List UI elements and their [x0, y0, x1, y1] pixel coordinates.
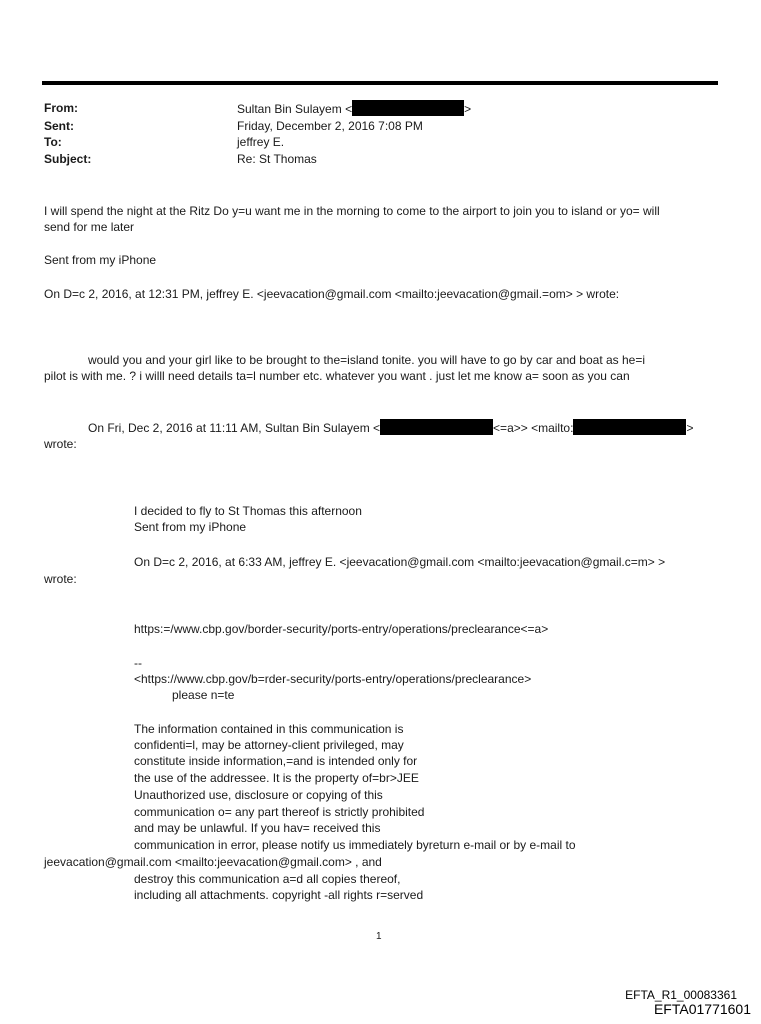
message-line: I decided to fly to St Thomas this afternoon: [134, 504, 362, 518]
disclaimer-line: and may be unlawful. If you hav= received this: [134, 821, 381, 835]
quote-header: On D=c 2, 2016, at 12:31 PM, jeffrey E. <jeevacation@gmail.com <mailto:jeevacation@gmail.=om> > wrote:: [44, 287, 620, 301]
to-value: jeffrey E.: [237, 135, 285, 149]
disclaimer-line: The information contained in this communication is: [134, 722, 404, 736]
bates-number-1: EFTA_R1_00083361: [625, 988, 737, 1002]
disclaimer-line: jeevacation@gmail.com <mailto:jeevacation@gmail.com> , and: [44, 855, 382, 869]
signature-line: Sent from my iPhone: [44, 253, 157, 267]
message-line: send for me later: [44, 220, 135, 234]
header-rule: [42, 81, 718, 85]
disclaimer-line: Unauthorized use, disclosure or copying of this: [134, 788, 383, 802]
quote-header-text: >: [686, 421, 694, 435]
subject-label: Subject:: [44, 152, 92, 166]
from-label: From:: [44, 101, 78, 115]
disclaimer-line: communication in error, please notify us immediately byreturn e-mail or by e-mail to: [134, 838, 576, 852]
bates-number-2: EFTA01771601: [653, 1001, 751, 1017]
disclaimer-line: confidenti=l, may be attorney-client privileged, may: [134, 738, 404, 752]
disclaimer-line: communication o= any part thereof is strictly prohibited: [134, 805, 425, 819]
signature-line: Sent from my iPhone: [134, 520, 247, 534]
message-line: would you and your girl like to be brought to the=island tonite. you will have to go by car and boat as he=i: [88, 353, 646, 367]
sent-value: Friday, December 2, 2016 7:08 PM: [237, 119, 423, 133]
to-label: To:: [44, 135, 62, 149]
from-name: Sultan Bin Sulayem: [237, 102, 342, 116]
disclaimer-line: constitute inside information,=and is intended only for: [134, 754, 418, 768]
redaction-box: [573, 419, 686, 435]
link-text: <https://www.cbp.gov/b=rder-security/ports-entry/operations/preclearance>: [134, 672, 532, 686]
disclaimer-line: destroy this communication a=d all copies thereof,: [134, 872, 401, 886]
disclaimer-line: including all attachments. copyright -all rights r=served: [134, 888, 424, 902]
message-line: pilot is with me. ? i willl need details ta=l number etc. whatever you want . just let me know a= soon as you can: [44, 369, 630, 383]
separator-dashes: --: [134, 656, 142, 670]
quote-header: [88, 419, 693, 436]
from-open-bracket: <: [345, 102, 353, 116]
quote-header-text: On Fri, Dec 2, 2016 at 11:11 AM, Sultan Bin Sulayem <: [88, 421, 381, 435]
from-close-bracket: >: [464, 102, 472, 116]
note-text: please n=te: [172, 688, 235, 702]
quote-header-text: <=a>> <mailto:: [493, 421, 574, 435]
link-text: https:=/www.cbp.gov/border-security/ports-entry/operations/preclearance<=a>: [134, 622, 549, 636]
sent-label: Sent:: [44, 119, 74, 133]
message-line: I will spend the night at the Ritz Do y=u want me in the morning to come to the airport to join you to island or yo= will: [44, 204, 660, 218]
page-number: 1: [376, 931, 382, 942]
redaction-box: [380, 419, 493, 435]
from-value: [237, 100, 471, 117]
redaction-box: [352, 100, 464, 116]
quote-header: On D=c 2, 2016, at 6:33 AM, jeffrey E. <jeevacation@gmail.com <mailto:jeevacation@gmail.c=m> >: [134, 555, 666, 569]
subject-value: Re: St Thomas: [237, 152, 317, 166]
quote-header: wrote:: [44, 437, 77, 451]
quote-header: wrote:: [44, 572, 77, 586]
disclaimer-line: the use of the addressee. It is the property of=br>JEE: [134, 771, 419, 785]
